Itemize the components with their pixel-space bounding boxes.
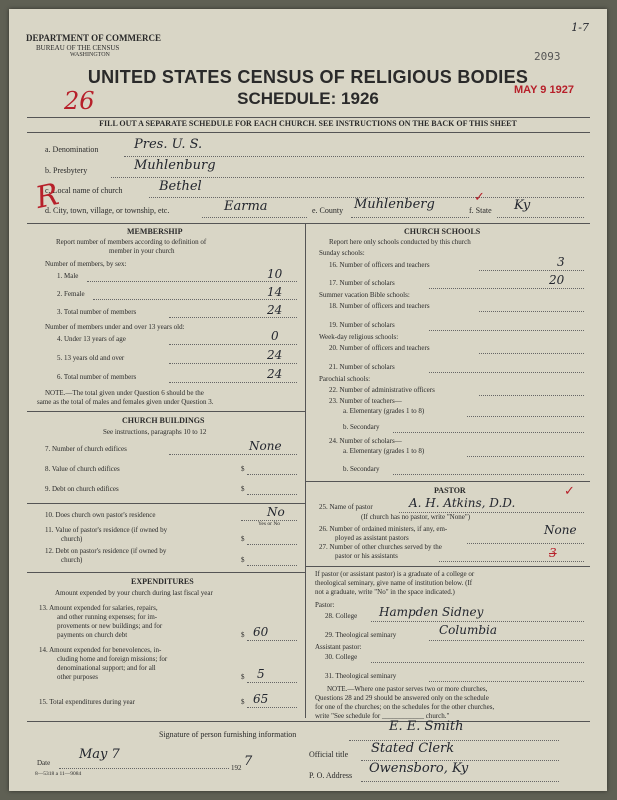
- q29-line: [429, 640, 584, 641]
- q18-line: [479, 311, 584, 312]
- q13-label-2: and other running expenses; for im-: [57, 613, 158, 621]
- weekday-schools-label: Week-day religious schools:: [319, 333, 399, 341]
- membership-intro-2: member in your church: [109, 247, 175, 255]
- q20-line: [479, 353, 584, 354]
- buildings-subheading: See instructions, paragraphs 10 to 12: [103, 428, 207, 436]
- q23a-label: a. Elementary (grades 1 to 8): [343, 407, 425, 415]
- q12-label-1: 12. Debt on pastor's residence (if owned by: [45, 547, 167, 555]
- q5-line: [169, 363, 297, 364]
- city-value: Earma: [224, 199, 268, 214]
- divider: [27, 117, 590, 118]
- q24-label: 24. Number of scholars—: [329, 437, 402, 445]
- age-heading: Number of members under and over 13 years old:: [45, 323, 185, 331]
- q14-label-4: other purposes: [57, 673, 99, 681]
- q29-label: 29. Theological seminary: [325, 631, 397, 639]
- red-pencil-mark: 26: [64, 87, 95, 115]
- city-label: d. City, town, village, or township, etc.: [45, 206, 170, 215]
- q1-line: [87, 281, 297, 282]
- address-label: P. O. Address: [309, 771, 353, 780]
- schedule-number-stamp: 2093: [534, 50, 561, 63]
- form-subtitle: SCHEDULE: 1926: [237, 89, 379, 108]
- date-line: [59, 768, 229, 769]
- q4-label: 4. Under 13 years of age: [57, 335, 126, 343]
- q15-line: [247, 707, 297, 708]
- q26-label-2: ployed as assistant pastors: [335, 534, 409, 542]
- state-value: Ky: [514, 198, 531, 213]
- q7-label: 7. Number of church edifices: [45, 445, 127, 453]
- q31-line: [429, 681, 584, 682]
- q4-value: 0: [271, 329, 279, 343]
- q6-line: [169, 382, 297, 383]
- q3-value: 24: [267, 303, 283, 317]
- q12-dollar: $: [241, 556, 245, 564]
- check-mark-icon: ✓: [474, 189, 485, 204]
- q9-label: 9. Debt on church edifices: [45, 485, 119, 493]
- q13-label-3: provements or new buildings; and for: [57, 622, 163, 630]
- pastor-note-3: for one of the churches; on the schedules for the other churches,: [315, 703, 495, 711]
- divider: [305, 481, 590, 482]
- date-value: May 7: [79, 747, 120, 762]
- membership-note-2: same as the total of males and females given under Question 3.: [37, 398, 214, 406]
- year-prefix: 192: [231, 764, 242, 772]
- q13-label-1: 13. Amount expended for salaries, repairs,: [39, 604, 158, 612]
- q7-value: None: [249, 439, 282, 453]
- q24b-label: b. Secondary: [343, 465, 380, 473]
- q25-label: 25. Name of pastor: [319, 503, 373, 511]
- denomination-value: Pres. U. S.: [134, 137, 203, 152]
- q11-label-1: 11. Value of pastor's residence (if owned by: [45, 526, 168, 534]
- buildings-heading: CHURCH BUILDINGS: [122, 416, 205, 425]
- q2-line: [93, 299, 297, 300]
- check-mark-icon: ✓: [564, 483, 575, 498]
- q21-line: [429, 372, 584, 373]
- pastor-label: Pastor:: [315, 601, 335, 609]
- q27-label-2: pastor or his assistants: [335, 552, 398, 560]
- q25-value: A. H. Atkins, D.D.: [409, 496, 516, 510]
- divider: [27, 411, 305, 412]
- presbytery-value: Muhlenburg: [134, 158, 216, 173]
- q8-dollar: $: [241, 465, 245, 473]
- q23a-line: [467, 416, 584, 417]
- presbytery-line: [111, 177, 584, 178]
- q3-label: 3. Total number of members: [57, 308, 137, 316]
- department-name: DEPARTMENT OF COMMERCE: [26, 33, 162, 43]
- pastor-note-4: write "See schedule for ____________ church.": [315, 712, 450, 720]
- q23-label: 23. Number of teachers—: [329, 397, 402, 405]
- graduate-note-1: If pastor (or assistant pastor) is a graduate of a college or: [315, 570, 475, 578]
- q14-label-1: 14. Amount expended for benevolences, in-: [39, 646, 162, 654]
- q15-value: 65: [253, 692, 269, 706]
- q25-note: (If church has no pastor, write "None"): [361, 513, 471, 521]
- q1-label: 1. Male: [57, 272, 79, 280]
- signature-label: Signature of person furnishing information: [159, 730, 297, 739]
- q24b-line: [393, 474, 584, 475]
- q4-line: [169, 344, 297, 345]
- graduate-note-2: theological seminary, give name of institution below. (If: [315, 579, 473, 587]
- city-line: [202, 217, 307, 218]
- q5-label: 5. 13 years old and over: [57, 354, 125, 362]
- membership-heading: MEMBERSHIP: [127, 227, 183, 236]
- q27-value: 3: [549, 546, 557, 560]
- q3-line: [169, 317, 297, 318]
- q30-label: 30. College: [325, 653, 358, 661]
- divider: [305, 566, 590, 567]
- divider: [27, 503, 305, 504]
- q5-value: 24: [267, 348, 283, 362]
- q17-line: [429, 288, 584, 289]
- q22-label: 22. Number of administrative officers: [329, 386, 435, 394]
- q14-dollar: $: [241, 673, 245, 681]
- q11-line: [247, 544, 297, 545]
- expenditures-heading: EXPENDITURES: [131, 577, 194, 586]
- state-label: f. State: [469, 206, 492, 215]
- q28-label: 28. College: [325, 612, 358, 620]
- q15-dollar: $: [241, 698, 245, 706]
- form-title: UNITED STATES CENSUS OF RELIGIOUS BODIES: [87, 67, 529, 87]
- year-value: 7: [244, 754, 253, 769]
- q17-label: 17. Number of scholars: [329, 279, 395, 287]
- q19-label: 19. Number of scholars: [329, 321, 395, 329]
- q13-line: [247, 640, 297, 641]
- q24a-label: a. Elementary (grades 1 to 8): [343, 447, 425, 455]
- census-schedule-sheet: [9, 9, 607, 791]
- city-name: WASHINGTON: [70, 52, 110, 58]
- q8-label: 8. Value of church edifices: [45, 465, 120, 473]
- q7-line: [169, 454, 297, 455]
- q13-value: 60: [253, 625, 269, 639]
- presbytery-label: b. Presbytery: [45, 166, 88, 175]
- q12-label-2: church): [61, 556, 83, 564]
- received-date-stamp: MAY 9 1927: [514, 84, 574, 96]
- church-name-value: Bethel: [159, 179, 202, 194]
- q9-line: [247, 494, 297, 495]
- church-name-label: c. Local name of church: [45, 186, 123, 195]
- q23b-line: [393, 432, 584, 433]
- date-label: Date: [37, 759, 51, 767]
- q13-dollar: $: [241, 631, 245, 639]
- membership-intro-1: Report number of members according to definition of: [56, 238, 207, 246]
- q20-label: 20. Number of officers and teachers: [329, 344, 430, 352]
- q11-dollar: $: [241, 535, 245, 543]
- q18-label: 18. Number of officers and teachers: [329, 302, 430, 310]
- q14-label-3: denominational support; and for all: [57, 664, 156, 672]
- q2-value: 14: [267, 285, 283, 299]
- q28-value: Hampden Sidney: [379, 605, 484, 619]
- q11-label-2: church): [61, 535, 83, 543]
- corner-number: 1-7: [571, 21, 589, 34]
- q10-label: 10. Does church own pastor's residence: [45, 511, 156, 519]
- official-title-label: Official title: [309, 750, 349, 759]
- q6-value: 24: [267, 367, 283, 381]
- members-by-sex-label: Number of members, by sex:: [45, 260, 127, 268]
- q24a-line: [467, 456, 584, 457]
- form-number: 8—5318 a 11—9084: [35, 771, 82, 777]
- q8-line: [247, 474, 297, 475]
- q26-line: [467, 543, 584, 544]
- q15-label: 15. Total expenditures during year: [39, 698, 135, 706]
- q21-label: 21. Number of scholars: [329, 363, 395, 371]
- address-value: Owensboro, Ky: [369, 761, 469, 776]
- official-title-value: Stated Clerk: [371, 741, 455, 756]
- q13-label-4: payments on church debt: [57, 631, 128, 639]
- schools-intro: Report here only schools conducted by this church: [329, 238, 471, 246]
- pastor-note-1: NOTE.—Where one pastor serves two or more churches,: [327, 685, 488, 693]
- graduate-note-3: not a graduate, write "No" in the space indicated.): [315, 588, 455, 596]
- pastor-note-2: Questions 28 and 29 should be answered only on the schedule: [315, 694, 489, 702]
- q14-label-2: cluding home and foreign missions; for: [57, 655, 168, 663]
- q16-label: 16. Number of officers and teachers: [329, 261, 430, 269]
- denomination-line: [124, 156, 584, 157]
- state-line: [497, 217, 584, 218]
- yes-no-caption: Yes or No: [258, 521, 281, 527]
- assistant-pastor-label: Assistant pastor:: [315, 643, 362, 651]
- q17-value: 20: [549, 273, 565, 287]
- form-instruction: FILL OUT A SEPARATE SCHEDULE FOR EACH CHURCH. SEE INSTRUCTIONS ON THE BACK OF THIS SHEET: [99, 119, 517, 128]
- membership-note-1: NOTE.—The total given under Question 6 should be the: [45, 389, 204, 397]
- column-divider: [305, 223, 306, 718]
- sunday-schools-label: Sunday schools:: [319, 249, 365, 257]
- address-line: [361, 781, 559, 782]
- q29-value: Columbia: [439, 623, 498, 637]
- q6-label: 6. Total number of members: [57, 373, 137, 381]
- q14-line: [247, 682, 297, 683]
- q9-dollar: $: [241, 485, 245, 493]
- schools-heading: CHURCH SCHOOLS: [404, 227, 481, 236]
- q14-value: 5: [257, 667, 265, 681]
- expenditures-subheading: Amount expended by your church during last fiscal year: [55, 589, 213, 597]
- q22-line: [479, 395, 584, 396]
- divider: [27, 721, 590, 722]
- q19-line: [429, 330, 584, 331]
- q26-label-1: 26. Number of ordained ministers, if any, em-: [319, 525, 448, 533]
- county-value: Muhlenberg: [354, 197, 435, 212]
- divider: [27, 572, 305, 573]
- county-label: e. County: [312, 206, 344, 215]
- bureau-name: BUREAU OF THE CENSUS: [36, 44, 120, 52]
- q27-line: [439, 561, 584, 562]
- q16-line: [479, 270, 584, 271]
- vacation-schools-label: Summer vacation Bible schools:: [319, 291, 410, 299]
- divider: [27, 132, 590, 133]
- divider: [27, 223, 590, 224]
- q12-line: [247, 565, 297, 566]
- parochial-schools-label: Parochial schools:: [319, 375, 371, 383]
- q30-line: [371, 662, 584, 663]
- q26-value: None: [544, 523, 577, 537]
- q16-value: 3: [557, 255, 565, 269]
- q1-value: 10: [267, 267, 283, 281]
- pastor-heading: PASTOR: [434, 486, 466, 495]
- q27-label-1: 27. Number of other churches served by the: [319, 543, 442, 551]
- red-r-mark: R: [32, 177, 62, 216]
- signature-value: E. E. Smith: [389, 719, 464, 734]
- q28-line: [371, 621, 584, 622]
- q2-label: 2. Female: [57, 290, 85, 298]
- q10-value: No: [267, 505, 285, 519]
- q23b-label: b. Secondary: [343, 423, 380, 431]
- q31-label: 31. Theological seminary: [325, 672, 397, 680]
- county-line: [351, 217, 469, 218]
- denomination-label: a. Denomination: [45, 145, 99, 154]
